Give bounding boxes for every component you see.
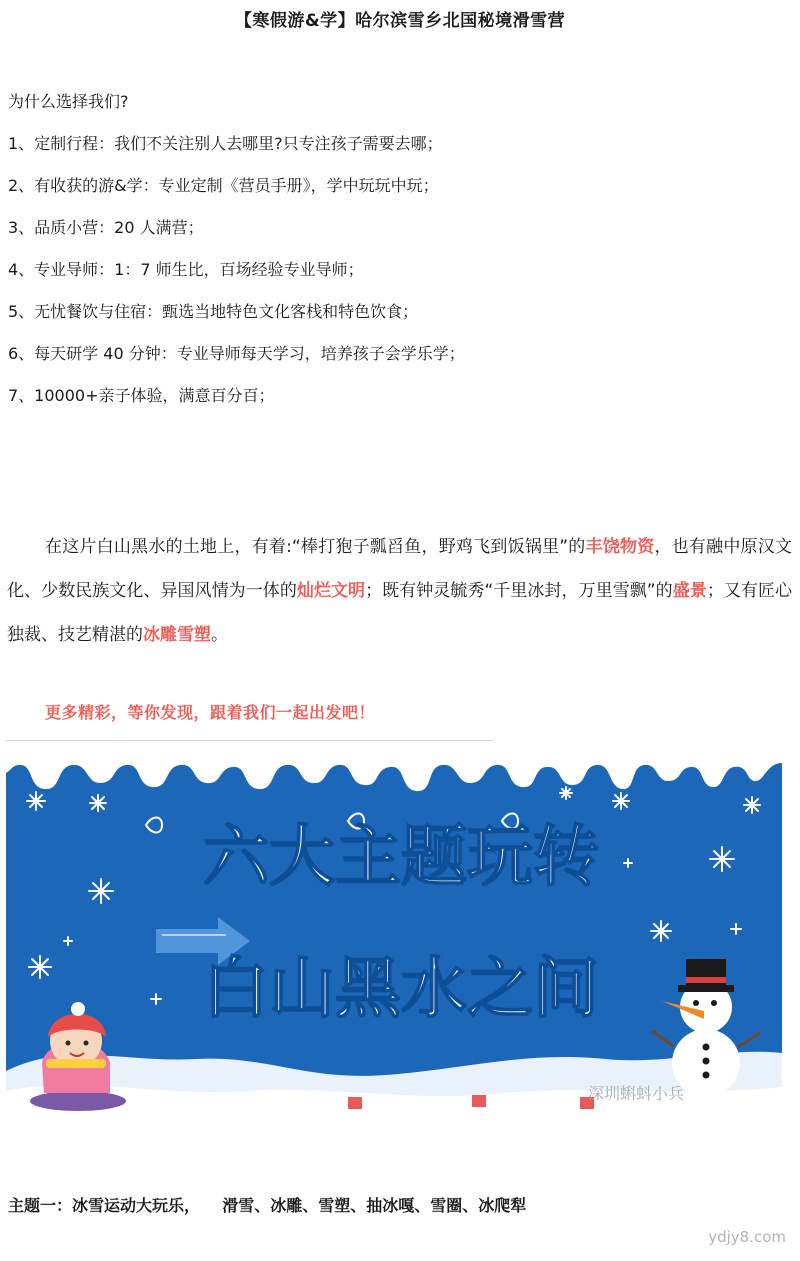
highlight-abundant-resources: 丰饶物资 xyxy=(585,537,655,557)
reason-item: 6、每天研学 40 分钟：专业导师每天学习，培养孩子会学乐学； xyxy=(8,344,465,363)
intro-text: 。 xyxy=(211,625,228,645)
highlight-grand-scenery: 盛景 xyxy=(672,581,707,601)
call-to-action: 更多精彩，等你发现，跟着我们一起出发吧！ xyxy=(45,703,376,722)
intro-text: ，也有融中原汉文化、少数民族文化、异国风情为一体的 xyxy=(7,537,793,601)
theme-one-line: 主题一：冰雪运动大玩乐， 滑雪、冰雕、雪塑、抽冰嘎、雪圈、冰爬犁 xyxy=(8,1196,527,1215)
reasons-list xyxy=(8,92,788,428)
themes-banner-image xyxy=(6,741,782,1127)
reason-item: 4、专业导师：1：7 师生比，百场经验专业导师； xyxy=(8,260,364,279)
reason-item: 7、10000+亲子体验，满意百分百； xyxy=(8,386,275,405)
reason-item: 1、定制行程：我们不关注别人去哪里?只专注孩子需要去哪； xyxy=(8,134,443,153)
reasons-heading: 为什么选择我们? xyxy=(8,92,129,111)
reason-item: 3、品质小营：20 人满营； xyxy=(8,218,204,237)
highlight-ice-sculptures: 冰雕雪塑 xyxy=(143,625,211,645)
intro-text: 在这片白山黑水的土地上，有着:“棒打狍子瓢舀鱼，野鸡飞到饭锅里”的 xyxy=(45,537,586,557)
intro-paragraph xyxy=(7,525,792,657)
article-title: 【寒假游&学】哈尔滨雪乡北国秘境滑雪营 xyxy=(234,11,566,31)
banner-headline-line1: 六大主题玩转 xyxy=(203,818,599,895)
intro-text: ；又有匠心独裁、技艺精湛的 xyxy=(7,581,793,645)
reason-item: 5、无忧餐饮与住宿：甄选当地特色文化客栈和特色饮食； xyxy=(8,302,419,321)
intro-text: ；既有钟灵毓秀“千里冰封，万里雪飘”的 xyxy=(365,581,673,601)
site-watermark: ydjy8.com xyxy=(708,1228,786,1246)
banner-headline-line2: 白山黑水之间 xyxy=(203,950,599,1027)
highlight-brilliant-civilization: 灿烂文明 xyxy=(296,581,366,601)
reason-item: 2、有收获的游&学：专业定制《营员手册》，学中玩玩中玩； xyxy=(8,176,439,195)
banner-credit: 深圳蝌蚪小兵 xyxy=(587,1084,685,1103)
